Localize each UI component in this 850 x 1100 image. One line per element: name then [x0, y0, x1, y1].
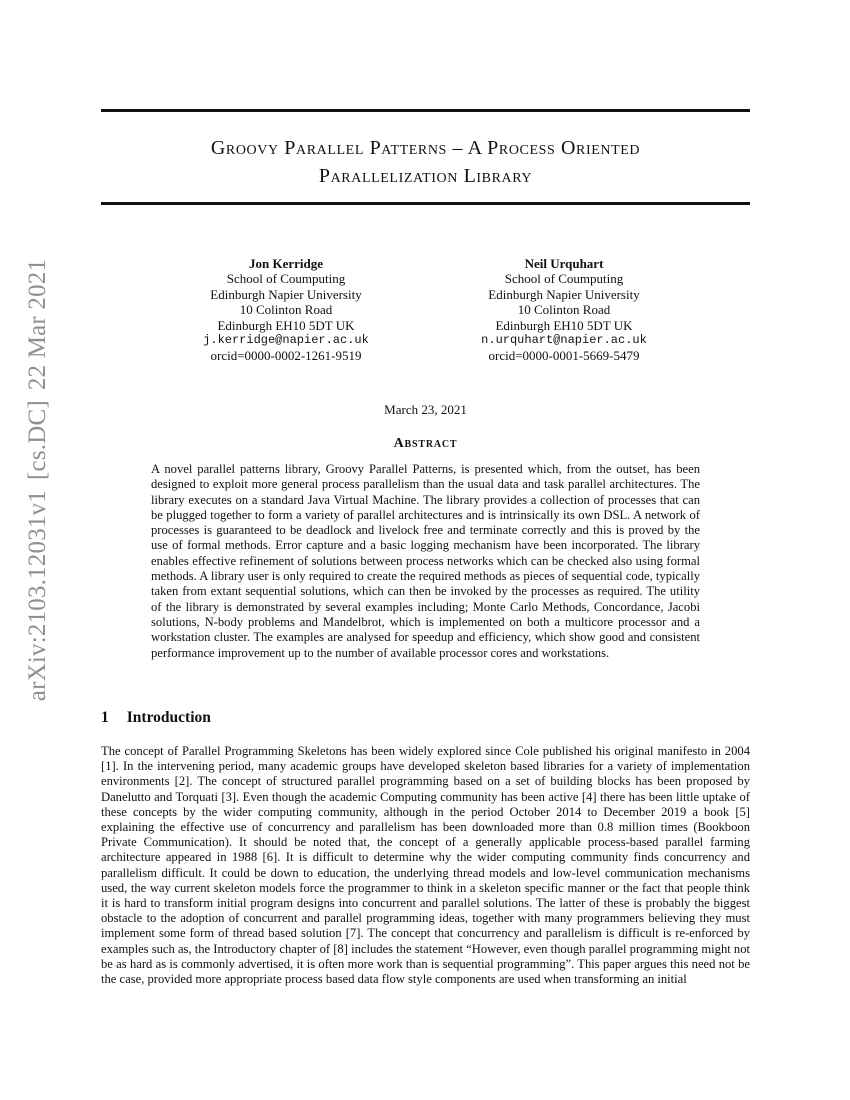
- paper-title: [101, 134, 750, 190]
- title-bottom-rule: [101, 202, 750, 205]
- abstract-heading: Abstract: [393, 436, 458, 451]
- author-university: Edinburgh Napier University: [488, 286, 640, 302]
- author-name: Jon Kerridge: [248, 256, 323, 271]
- author-university: Edinburgh Napier University: [210, 286, 362, 302]
- abstract-text: A novel parallel patterns library, Groovy Parallel Patterns, is presented which, from the outset, has been designed to exploit more general process parallelism than the usual data and task parallel architectures. The library executes on a standard Java Virtual Machine. The library provides a collection of processes that can be plugged together to form a variety of parallel architectures and is intrinsically its own DSL. A network of processes is guaranteed to be deadlock and livelock free and terminate correctly and this is proved by the use of formal methods. Error capture and a basic logging mechanism have been incorporated. The library enables effective refinement of solutions between process networks which can be checked also using formal methods. A library user is only required to create the required methods as pieces of sequential code, typically taken from extant sequential solutions, which can then be invoked by the processes as required. The utility of the library is demonstrated by several examples including; Monte Carlo Methods, Concordance, Jacobi solutions, N-body problems and Mandelbrot, which is implemented on both a multicore processor and a workstation cluster. The examples are analysed for speedup and efficiency, which show good and consistent performance improvement up to the number of available processor cores and workstations.: [151, 462, 700, 660]
- author-name: Neil Urquhart: [524, 256, 604, 271]
- arxiv-identifier-stamp: [24, 259, 52, 701]
- section-number: 1: [101, 709, 109, 726]
- paper-date: March 23, 2021: [384, 402, 467, 417]
- author-city: Edinburgh EH10 5DT UK: [495, 317, 633, 333]
- arxiv-id: arXiv:2103.12031v1: [24, 490, 51, 702]
- author-block-1: [146, 256, 426, 364]
- author-school: School of Coumputing: [226, 271, 346, 287]
- author-school: School of Coumputing: [504, 271, 624, 287]
- author-city: Edinburgh EH10 5DT UK: [217, 317, 355, 333]
- section-body-text: The concept of Parallel Programming Skeletons has been widely explored since Cole published his original manifesto in 2004 [1]. In the intervening period, many academic groups have developed skeleton based libraries for a variety of implementation environments [2]. The concept of structured parallel programming based on a set of building blocks has been proposed by Danelutto and Torquati [3]. Even though the academic Computing community has been active [4] there has been little uptake of these concepts by the wider computing community, although in the period October 2014 to December 2019 a book [5] explaining the effective use of concurrency and parallelism has been downloaded more than 0.8 million times (Bookboon Private Communication). It should be noted that, the concept of a generally applicable process-based parallel farming architecture appeared in 1988 [6]. It is difficult to determine why the wider computing community finds concurrency and parallelism difficult. It could be down to education, the underlying thread models and low-level communication mechanisms used, the way current skeleton models force the programmer to think in a skeleton specific manner or the fact that people think it is hard to transform initial program designs into concurrent and parallel solutions. The latter of these is probably the biggest obstacle to the adoption of concurrent and parallel programming ideas, together with many programmers believing they must implement some form of thread based solution [7]. The concept that concurrency and parallelism is difficult is re-enforced by examples such as, the Introductory chapter of [8] includes the statement “However, even though parallel programming might not be as hard as is commonly advertised, it is often more work than is sequential programming”. This paper argues this need not be the case, provided more appropriate process based data flow style components are used when transforming an initial: [101, 744, 750, 987]
- author-block-2: [424, 256, 704, 364]
- section-heading: [101, 709, 211, 727]
- arxiv-date: 22 Mar 2021: [24, 258, 51, 391]
- title-top-rule: [101, 109, 750, 112]
- author-orcid: orcid=0000-0001-5669-5479: [488, 348, 640, 364]
- title-line-1: Groovy Parallel Patterns – A Process Oriented: [210, 137, 641, 159]
- author-orcid: orcid=0000-0002-1261-9519: [210, 348, 362, 364]
- author-street: 10 Colinton Road: [239, 302, 333, 318]
- author-street: 10 Colinton Road: [517, 302, 611, 318]
- author-email: n.urquhart@napier.ac.uk: [481, 333, 647, 348]
- section-title: Introduction: [126, 709, 211, 726]
- author-email: j.kerridge@napier.ac.uk: [203, 333, 369, 348]
- arxiv-category: [cs.DC]: [24, 400, 51, 480]
- title-line-2: Parallelization Library: [318, 165, 533, 187]
